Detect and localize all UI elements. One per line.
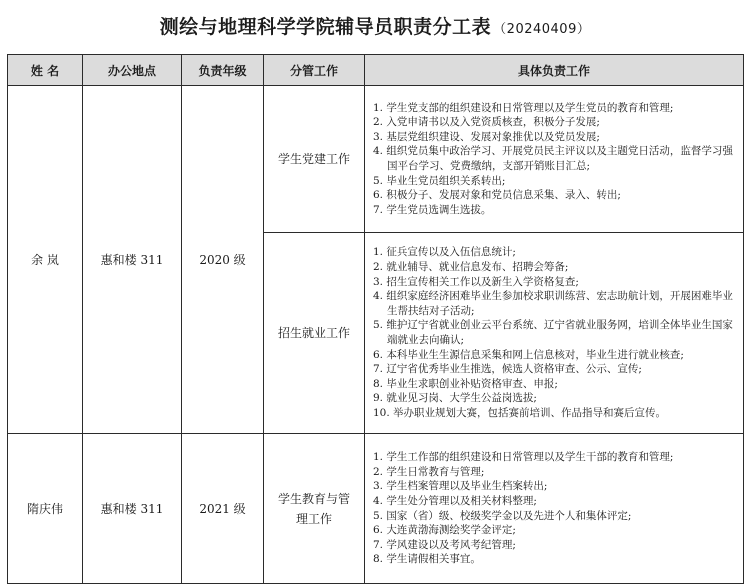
list-item: 1. 学生工作部的组织建设和日常管理以及学生干部的教育和管理; xyxy=(373,451,674,464)
person-grade: 2021 级 xyxy=(182,434,264,584)
list-item: 8. 学生请假相关事宜。 xyxy=(373,553,481,566)
list-item: 5. 毕业生党员组织关系转出; xyxy=(373,174,506,187)
header-office: 办公地点 xyxy=(83,55,182,86)
person-office: 惠和楼 311 xyxy=(83,86,182,434)
table-row xyxy=(8,86,744,233)
area-title: 招生就业工作 xyxy=(264,233,365,434)
duty-cell xyxy=(365,86,744,233)
document-title xyxy=(0,12,750,39)
list-item: 2. 学生日常教育与管理; xyxy=(373,465,485,478)
title-date: （20240409） xyxy=(493,22,591,37)
list-item: 2. 就业辅导、就业信息发布、招聘会筹备; xyxy=(373,261,569,274)
person-name: 隋庆伟 xyxy=(8,434,83,584)
person-name: 余 岚 xyxy=(8,86,83,434)
list-item: 4. 组织家庭经济困难毕业生参加校求职训练营、宏志助航计划，开展困难毕业生帮扶结对子活动; xyxy=(373,290,733,317)
list-item: 9. 就业见习岗、大学生公益岗选拔; xyxy=(373,392,537,405)
list-item: 7. 学风建设以及考风考纪管理; xyxy=(373,538,516,551)
duty-cell xyxy=(365,434,744,584)
header-duties: 具体负责工作 xyxy=(365,55,744,86)
duty-table xyxy=(7,54,744,584)
list-item: 4. 组织党员集中政治学习、开展党员民主评议以及主题党日活动，监督学习强国平台学习、党费缴纳，支部开销账目汇总; xyxy=(373,145,733,172)
area-title: 学生教育与管理工作 xyxy=(264,434,365,584)
header-row xyxy=(8,55,744,86)
list-item: 5. 维护辽宁省就业创业云平台系统、辽宁省就业服务网，培训全体毕业生国家端就业去向确认; xyxy=(373,319,733,346)
header-name: 姓 名 xyxy=(8,55,83,86)
list-item: 6. 本科毕业生生源信息采集和网上信息核对，毕业生进行就业核查; xyxy=(373,348,684,361)
list-item: 8. 毕业生求职创业补贴资格审查、申报; xyxy=(373,377,558,390)
list-item: 1. 征兵宣传以及入伍信息统计; xyxy=(373,246,516,259)
list-item: 3. 学生档案管理以及毕业生档案转出; xyxy=(373,480,548,493)
list-item: 3. 招生宣传相关工作以及新生入学资格复查; xyxy=(373,275,579,288)
duty-list xyxy=(373,450,739,567)
list-item: 5. 国家（省）级、校级奖学金以及先进个人和集体评定; xyxy=(373,509,632,522)
list-item: 6. 积极分子、发展对象和党员信息采集、录入、转出; xyxy=(373,189,621,202)
list-item: 4. 学生处分管理以及相关材料整理; xyxy=(373,494,537,507)
list-item: 7. 辽宁省优秀毕业生推选，候选人资格审查、公示、宣传; xyxy=(373,363,642,376)
area-title: 学生党建工作 xyxy=(264,86,365,233)
table-row xyxy=(8,434,744,584)
title-text: 测绘与地理科学学院辅导员职责分工表 xyxy=(159,16,492,38)
duty-cell xyxy=(365,233,744,434)
header-area: 分管工作 xyxy=(264,55,365,86)
list-item: 6. 大连黄渤海测绘奖学金评定; xyxy=(373,524,516,537)
list-item: 3. 基层党组织建设、发展对象推优以及党员发展; xyxy=(373,130,600,143)
header-grade: 负责年级 xyxy=(182,55,264,86)
duty-list xyxy=(373,101,739,218)
list-item: 1. 学生党支部的组织建设和日常管理以及学生党员的教育和管理; xyxy=(373,101,674,114)
person-grade: 2020 级 xyxy=(182,86,264,434)
person-office: 惠和楼 311 xyxy=(83,434,182,584)
list-item: 2. 入党申请书以及入党资质核查，积极分子发展; xyxy=(373,116,600,129)
duty-list xyxy=(373,245,739,420)
list-item: 10. 举办职业规划大赛，包括赛前培训、作品指导和赛后宣传。 xyxy=(373,406,667,419)
list-item: 7. 学生党员选调生选拔。 xyxy=(373,203,492,216)
